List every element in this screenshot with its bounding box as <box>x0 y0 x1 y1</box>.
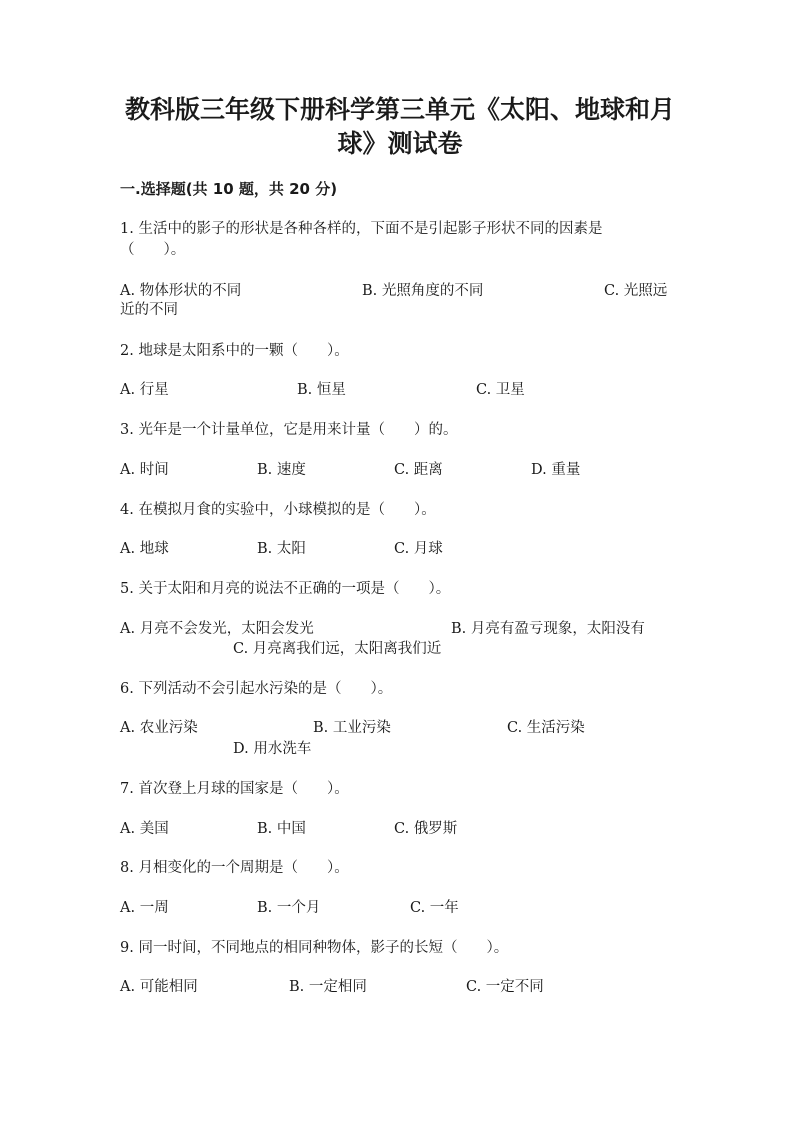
question-5-stem: 5. 关于太阳和月亮的说法不正确的一项是（ ）。 <box>120 581 451 597</box>
question-5-option-a: A. 月亮不会发光，太阳会发光 <box>120 621 314 637</box>
question-8-option-c: C. 一年 <box>410 900 459 916</box>
question-9-option-b: B. 一定相同 <box>289 979 367 995</box>
question-8-option-b: B. 一个月 <box>257 900 321 916</box>
page-title-line-1: 教科版三年级下册科学第三单元《太阳、地球和月 <box>124 95 675 124</box>
question-3-option-c: C. 距离 <box>394 462 443 478</box>
question-6-option-d: D. 用水洗车 <box>233 741 312 757</box>
question-9-option-a: A. 可能相同 <box>120 979 198 995</box>
question-1-stem-cont: （ ）。 <box>120 242 186 258</box>
question-2-option-b: B. 恒星 <box>297 382 346 398</box>
question-5-option-b: B. 月亮有盈亏现象，太阳没有 <box>451 621 645 637</box>
question-6-stem: 6. 下列活动不会引起水污染的是（ ）。 <box>120 681 393 697</box>
question-4-stem: 4. 在模拟月食的实验中，小球模拟的是（ ）。 <box>120 502 436 518</box>
question-1-option-c: C. 光照远 <box>604 283 668 299</box>
section-heading: 一.选择题(共 10 题，共 20 分) <box>120 180 338 198</box>
question-8-stem: 8. 月相变化的一个周期是（ ）。 <box>120 860 349 876</box>
question-2-option-a: A. 行星 <box>120 382 169 398</box>
question-1-option-b: B. 光照角度的不同 <box>362 283 484 299</box>
question-5-option-c: C. 月亮离我们远，太阳离我们近 <box>233 641 442 657</box>
question-4-option-b: B. 太阳 <box>257 541 306 557</box>
question-6-option-a: A. 农业污染 <box>120 720 198 736</box>
question-8-option-a: A. 一周 <box>120 900 169 916</box>
question-3-option-a: A. 时间 <box>120 462 169 478</box>
question-6-option-b: B. 工业污染 <box>313 720 391 736</box>
question-3-stem: 3. 光年是一个计量单位，它是用来计量（ ）的。 <box>120 422 458 438</box>
question-4-option-a: A. 地球 <box>120 541 169 557</box>
question-7-stem: 7. 首次登上月球的国家是（ ）。 <box>120 781 349 797</box>
question-1-option-a: A. 物体形状的不同 <box>120 283 242 299</box>
question-6-option-c: C. 生活污染 <box>507 720 585 736</box>
question-3-option-d: D. 重量 <box>531 462 581 478</box>
question-1-option-c-wrap: 近的不同 <box>120 302 178 318</box>
question-2-option-c: C. 卫星 <box>476 382 525 398</box>
question-7-option-a: A. 美国 <box>120 821 169 837</box>
question-7-option-c: C. 俄罗斯 <box>394 821 458 837</box>
question-9-stem: 9. 同一时间，不同地点的相同种物体，影子的长短（ ）。 <box>120 940 509 956</box>
question-4-option-c: C. 月球 <box>394 541 443 557</box>
question-7-option-b: B. 中国 <box>257 821 306 837</box>
question-2-stem: 2. 地球是太阳系中的一颗（ ）。 <box>120 343 349 359</box>
question-9-option-c: C. 一定不同 <box>466 979 544 995</box>
page-title-line-2: 球》测试卷 <box>337 129 463 158</box>
question-1-stem: 1. 生活中的影子的形状是各种各样的，下面不是引起影子形状不同的因素是 <box>120 221 603 237</box>
question-3-option-b: B. 速度 <box>257 462 306 478</box>
